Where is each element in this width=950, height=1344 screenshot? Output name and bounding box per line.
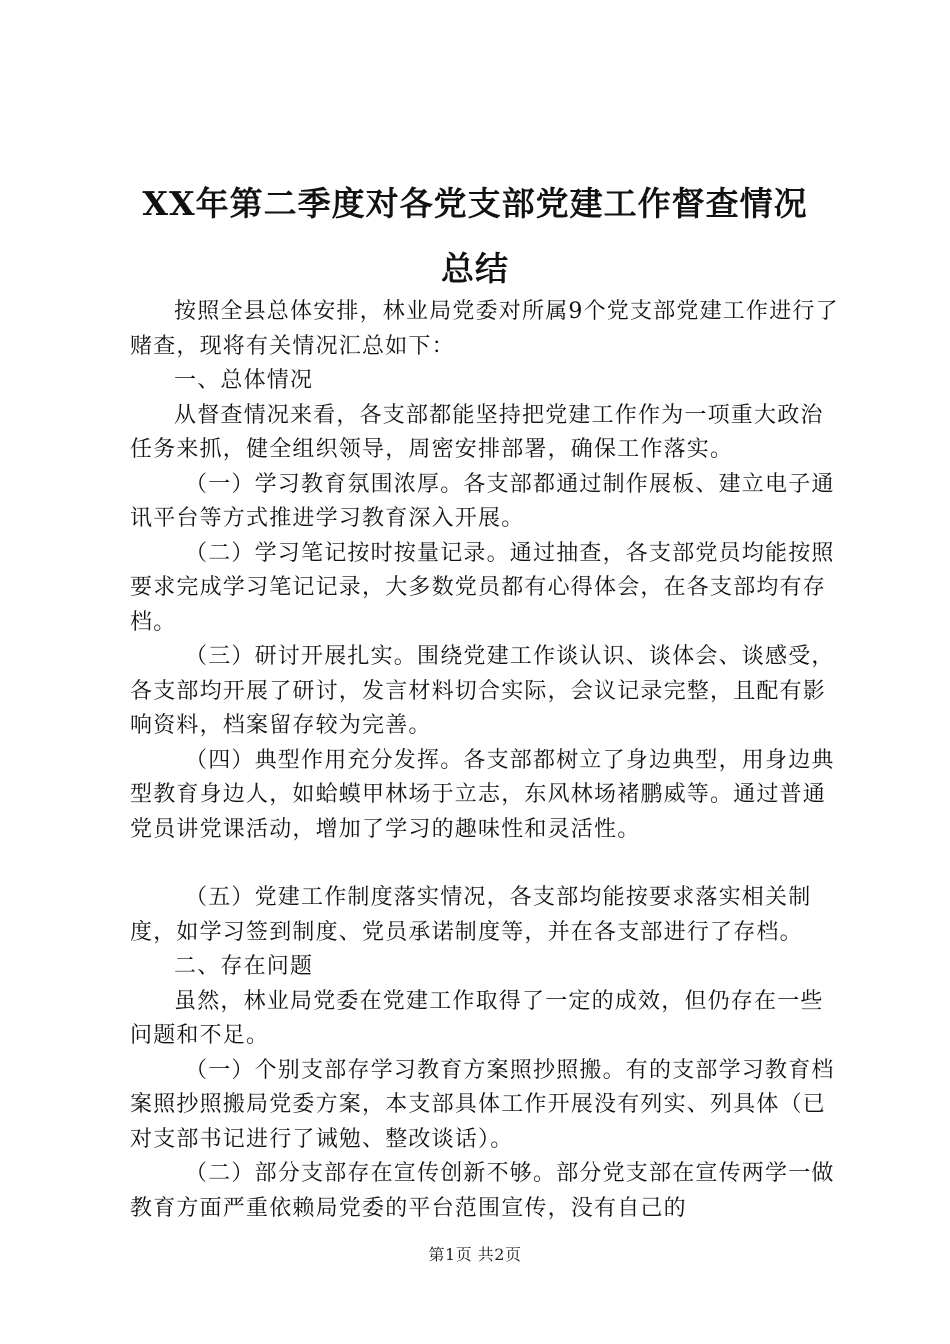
overview-item-1: （一）学习教育氛围浓厚。各支部都通过制作展板、建立电子通讯平台等方式推进学习教育深入开展。 — [130, 471, 835, 531]
section-heading-problems: 二、存在问题 — [174, 954, 314, 979]
intro-paragraph: 按照全县总体安排，林业局党委对所属9个党支部党建工作进行了赌查，现将有关情况汇总如下： — [130, 299, 839, 359]
document-body — [130, 295, 840, 1226]
overview-item-4: （四）典型作用充分发挥。各支部都树立了身边典型，用身边典型教育身边人，如蛤蟆甲林场于立志，东风林场褚鹏威等。通过普通党员讲党课活动，增加了学习的趣味性和灵活性。 — [130, 747, 835, 842]
document-title-continued: 总结 — [441, 249, 509, 288]
document-title: XX年第二季度对各党支部党建工作督查情况 — [142, 184, 808, 223]
overview-item-5: （五）党建工作制度落实情况，各支部均能按要求落实相关制度，如学习签到制度、党员承诺制度等，并在各支部进行了存档。 — [130, 885, 812, 945]
page-footer: 第1页 共2页 — [428, 1245, 522, 1264]
problem-item-2: （二）部分支部存在宣传创新不够。部分党支部在宣传两学一做教育方面严重依赖局党委的平台范围宣传，没有自己的 — [130, 1161, 835, 1221]
overview-paragraph: 从督查情况来看，各支部都能坚持把党建工作作为一项重大政治任务来抓，健全组织领导，周密安排部署，确保工作落实。 — [130, 402, 824, 462]
problems-paragraph: 虽然，林业局党委在党建工作取得了一定的成效，但仍存在一些问题和不足。 — [130, 988, 824, 1048]
overview-item-2: （二）学习笔记按时按量记录。通过抽查，各支部党员均能按照要求完成学习笔记记录，大多数党员都有心得体会，在各支部均有存档。 — [130, 540, 835, 635]
problem-item-1: （一）个别支部存学习教育方案照抄照搬。有的支部学习教育档案照抄照搬局党委方案，本支部具体工作开展没有列实、列具体（已对支部书记进行了诫勉、整改谈话）。 — [130, 1057, 835, 1152]
section-heading-overview: 一、总体情况 — [174, 368, 314, 393]
overview-item-3: （三）研讨开展扎实。围绕党建工作谈认识、谈体会、谈感受，各支部均开展了研讨，发言材料切合实际，会议记录完整，且配有影响资料，档案留存较为完善。 — [130, 644, 835, 738]
